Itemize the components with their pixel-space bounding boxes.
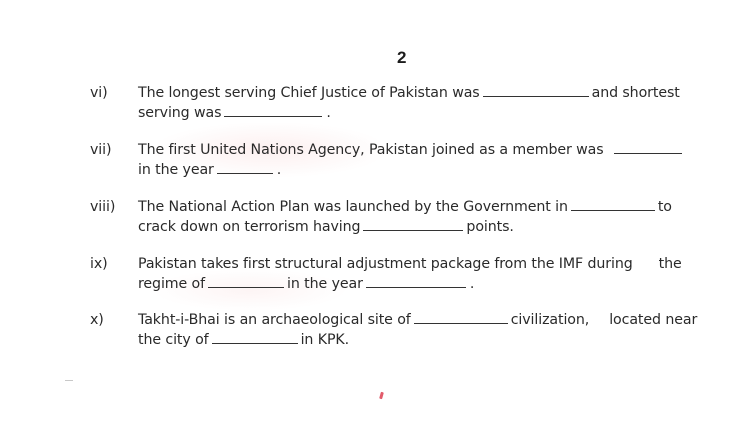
question-text: . <box>326 105 331 121</box>
question-number: vii) <box>90 142 112 158</box>
question-text: Pakistan takes first structural adjustment package from the IMF during <box>138 256 633 272</box>
question-text: . <box>469 276 475 292</box>
ink-mark <box>379 392 384 400</box>
answer-blank[interactable] <box>483 84 589 97</box>
answer-blank[interactable] <box>571 198 655 211</box>
question-text: regime of <box>138 276 206 292</box>
question-text: the <box>658 256 682 272</box>
question-text: in the year <box>138 162 214 178</box>
question-text: and shortest <box>591 85 680 101</box>
answer-blank[interactable] <box>212 331 298 344</box>
question-text: points. <box>466 219 514 235</box>
page-number: 2 <box>397 48 407 67</box>
question-text: The first United Nations Agency, Pakistan joined as a member was <box>138 142 604 158</box>
question-line-1 <box>138 310 697 330</box>
answer-blank[interactable] <box>217 161 273 174</box>
question-text: serving was <box>138 105 222 121</box>
question-line-2 <box>138 217 514 237</box>
question-line-2 <box>138 274 474 294</box>
question-text: in KPK. <box>300 332 350 348</box>
answer-blank[interactable] <box>414 311 508 324</box>
question-line-1 <box>138 83 680 103</box>
question-text: . <box>276 162 282 178</box>
question-text: Takht-i-Bhai is an archaeological site of <box>138 312 411 328</box>
answer-blank[interactable] <box>614 141 682 154</box>
question-text: the city of <box>138 332 209 348</box>
question-line-1 <box>138 254 682 274</box>
question-line-2 <box>138 330 349 350</box>
question-number: x) <box>90 312 104 328</box>
answer-blank[interactable] <box>366 275 466 288</box>
question-number: viii) <box>90 199 116 215</box>
question-text: crack down on terrorism having <box>138 219 361 235</box>
question-text: to <box>657 199 672 215</box>
answer-blank[interactable] <box>208 275 284 288</box>
question-line-1 <box>138 140 685 160</box>
question-text: The National Action Plan was launched by the Government in <box>138 199 568 215</box>
question-line-2 <box>138 103 331 123</box>
question-text: located near <box>609 312 698 328</box>
answer-blank[interactable] <box>224 104 322 117</box>
answer-blank[interactable] <box>363 218 463 231</box>
question-text: civilization, <box>510 312 590 328</box>
question-text: in the year <box>287 276 363 292</box>
question-line-1 <box>138 197 672 217</box>
question-line-2 <box>138 160 281 180</box>
scan-speck <box>65 380 73 381</box>
question-text: The longest serving Chief Justice of Pakistan was <box>138 85 480 101</box>
question-number: vi) <box>90 85 108 101</box>
question-number: ix) <box>90 256 108 272</box>
